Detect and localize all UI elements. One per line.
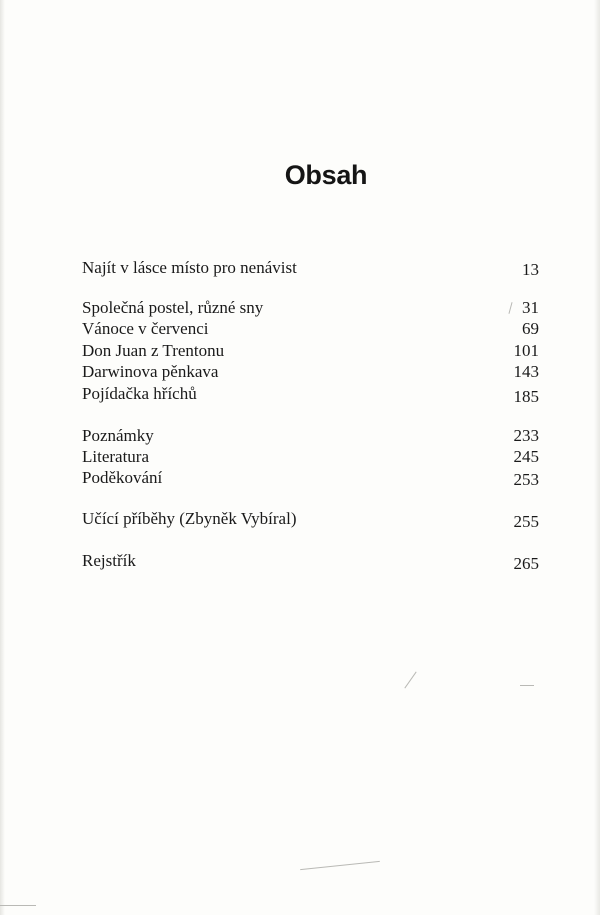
toc-page-number: 143 [513, 362, 539, 381]
toc-page-number: 69 [522, 319, 539, 338]
toc-page-number: 255 [513, 512, 539, 531]
toc-entry [82, 340, 539, 362]
page-title: Obsah [284, 160, 368, 190]
toc-entry [82, 508, 539, 530]
toc-entry [82, 257, 539, 279]
toc-page-number: 233 [513, 426, 539, 445]
toc-entry-title: Učící příběhy (Zbyněk Vybíral) [82, 509, 297, 528]
toc-page-number: 31 [522, 298, 539, 317]
toc-entry-title: Poděkování [82, 468, 163, 487]
toc-entry [82, 297, 539, 319]
toc-page-number: 253 [513, 470, 539, 489]
toc-entry-title: Darwinova pěnkava [82, 362, 219, 381]
paper-speck [520, 685, 534, 686]
paper-speck [300, 861, 380, 870]
toc-entry-title: Poznámky [82, 426, 154, 445]
toc-page-number: 265 [513, 554, 539, 573]
toc-entry [82, 425, 539, 447]
toc-page-number: 185 [513, 387, 539, 406]
toc-entry-title: Literatura [82, 447, 150, 466]
toc-page-number: 13 [522, 260, 539, 279]
page-edge-left [0, 0, 5, 915]
toc-entry [82, 318, 539, 340]
toc-entry-title: Společná postel, různé sny [82, 298, 264, 317]
toc-entry-title: Pojídačka hříchů [82, 384, 197, 403]
paper-speck [404, 672, 416, 689]
toc-entry-title: Najít v lásce místo pro nenávist [82, 258, 297, 277]
toc-entry [82, 446, 539, 468]
page-edge-right [594, 0, 600, 915]
toc-page-number: 245 [513, 447, 539, 466]
toc-entry-title: Don Juan z Trentonu [82, 341, 225, 360]
toc-page-number: 101 [513, 341, 539, 360]
toc-entry-title: Vánoce v červenci [82, 319, 209, 338]
toc-entry [82, 383, 539, 405]
toc-entry [82, 361, 539, 383]
toc-entry [82, 467, 539, 489]
toc-entry [82, 550, 539, 572]
toc-entry-title: Rejstřík [82, 551, 136, 570]
paper-speck [0, 905, 36, 906]
